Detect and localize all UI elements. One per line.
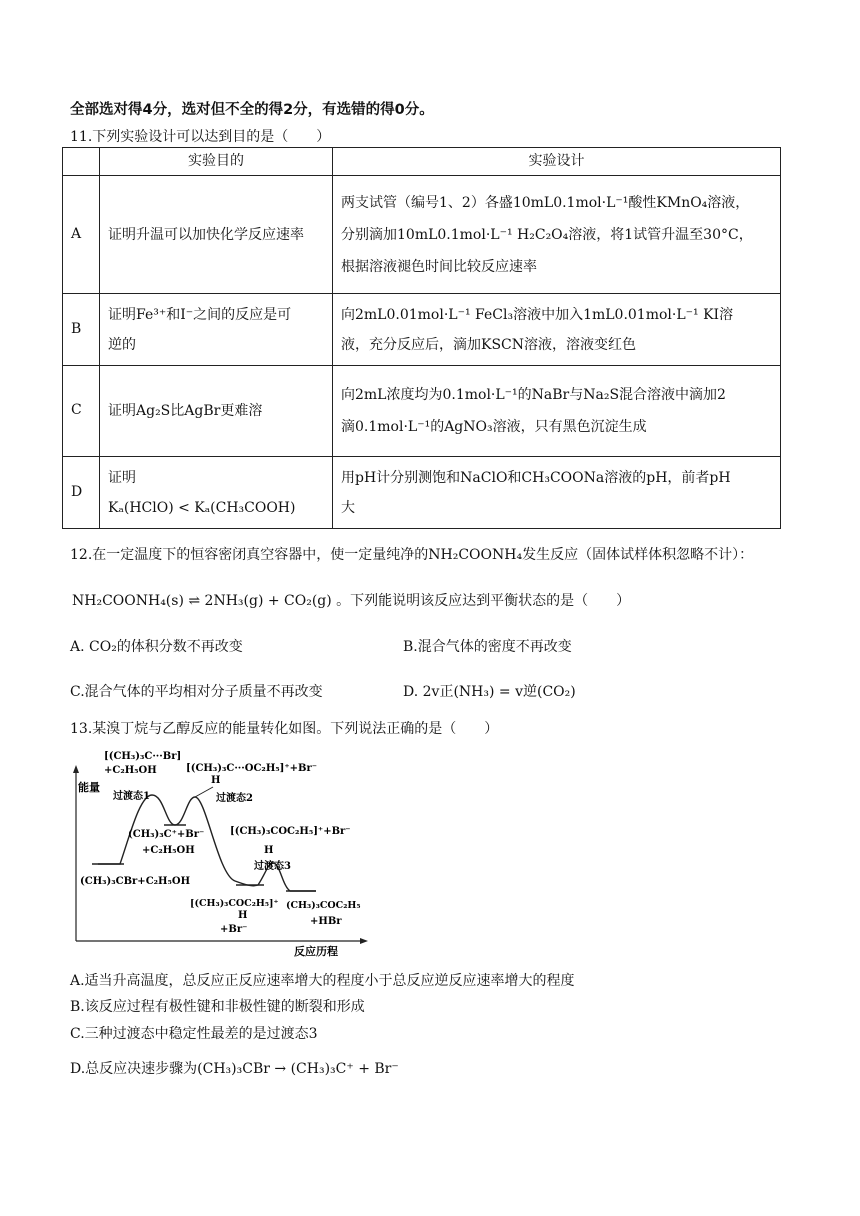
purpose-line: Kₐ(HClO) < Kₐ(CH₃COOH) [108, 499, 296, 516]
scoring-note: 全部选对得4分，选对但不全的得2分，有选错的得0分。 [70, 102, 434, 118]
design-line: 向2mL0.01mol·L⁻¹ FeCl₃溶液中加入1mL0.01mol·L⁻¹ KI溶 [341, 306, 734, 323]
ts1-name: 过渡态1 [113, 791, 150, 802]
intermediate2-br: +Br⁻ [220, 924, 248, 935]
q13-option-d: D.总反应决速步骤为(CH₃)₃CBr → (CH₃)₃C⁺ + Br⁻ [70, 1061, 399, 1077]
intermediate1-ion: (CH₃)₃C⁺+Br⁻ [128, 829, 205, 840]
purpose-line: 证明Ag₂S比AgBr更难溶 [108, 403, 263, 419]
table-row [63, 176, 781, 294]
design-line: 向2mL浓度均为0.1mol·L⁻¹的NaBr与Na₂S混合溶液中滴加2 [341, 387, 726, 403]
ts3-h: H [264, 845, 274, 856]
question-13-stem: 13.某溴丁烷与乙醇反应的能量转化如图。下列说法正确的是（ ） [70, 721, 499, 737]
row-purpose [100, 457, 333, 529]
question-12-stem-line1: 12.在一定温度下的恒容密闭真空容器中，使一定量纯净的NH₂COONH₄发生反应（固体试样体积忽略不计）： [70, 547, 754, 563]
q12-option-d: D. 2v正(NH₃) = v逆(CO₂) [403, 684, 576, 700]
question-11-stem: 11.下列实验设计可以达到目的是（ ） [70, 129, 331, 145]
x-axis-label: 反应历程 [294, 945, 338, 958]
design-line: 两支试管（编号1、2）各盛10mL0.1mol·L⁻¹酸性KMnO₄溶液， [341, 194, 750, 211]
question-12-equation: NH₂COONH₄(s) ⇌ 2NH₃(g) + CO₂(g) 。下列能说明该反应达到平衡状态的是（ ） [72, 593, 631, 609]
energy-diagram [68, 745, 368, 960]
ts3-species: [(CH₃)₃COC₂H₅]⁺+Br⁻ [230, 826, 351, 837]
q12-option-a: A. CO₂的体积分数不再改变 [70, 639, 243, 655]
reactants-label: (CH₃)₃CBr+C₂H₅OH [80, 876, 191, 887]
design-line: 大 [341, 499, 355, 516]
q12-option-b: B.混合气体的密度不再改变 [403, 639, 572, 655]
row-purpose [100, 176, 333, 294]
table-header-row [63, 148, 781, 176]
q12-option-c: C.混合气体的平均相对分子质量不再改变 [70, 684, 323, 700]
q13-option-c: C.三种过渡态中稳定性最差的是过渡态3 [70, 1026, 318, 1042]
q13-option-a: A.适当升高温度，总反应正反应速率增大的程度小于总反应逆反应速率增大的程度 [70, 973, 575, 989]
row-purpose [100, 366, 333, 457]
purpose-line: 证明 [108, 469, 136, 486]
ts2-species: [(CH₃)₃C···OC₂H₅]⁺+Br⁻ [186, 763, 318, 774]
q13-option-b: B.该反应过程有极性键和非极性键的断裂和形成 [70, 999, 365, 1015]
design-line: 用pH计分别测饱和NaClO和CH₃COONa溶液的pH，前者pH [341, 469, 731, 486]
row-design [333, 366, 781, 457]
row-design [333, 457, 781, 529]
y-axis-label: 能量 [78, 781, 100, 794]
row-label: B [63, 294, 100, 366]
products-label: (CH₃)₃COC₂H₅ [286, 900, 361, 911]
intermediate2-h: H [238, 910, 248, 921]
purpose-line: 逆的 [108, 336, 136, 353]
ts1-reagent: +C₂H₅OH [104, 765, 157, 776]
intermediate2-species: [(CH₃)₃COC₂H₅]⁺ [190, 898, 279, 909]
header-purpose: 实验目的 [100, 148, 333, 176]
products-hbr: +HBr [310, 916, 342, 927]
ts2-pointer [195, 787, 213, 797]
design-line: 液，充分反应后，滴加KSCN溶液，溶液变红色 [341, 336, 637, 353]
table-row [63, 366, 781, 457]
row-purpose [100, 294, 333, 366]
intermediate1-reagent: +C₂H₅OH [142, 845, 195, 856]
row-label: D [63, 457, 100, 529]
table-row [63, 294, 781, 366]
row-design [333, 294, 781, 366]
x-axis-arrow [360, 938, 368, 944]
experiment-table [62, 147, 781, 529]
row-label: C [63, 366, 100, 457]
design-line: 根据溶液褪色时间比较反应速率 [341, 258, 537, 275]
row-label: A [63, 176, 100, 294]
header-blank [63, 148, 100, 176]
ts3-name: 过渡态3 [254, 861, 291, 872]
table-row [63, 457, 781, 529]
ts1-species: [(CH₃)₃C···Br] [104, 751, 182, 762]
row-design [333, 176, 781, 294]
y-axis-arrow [73, 765, 79, 773]
header-design: 实验设计 [333, 148, 781, 176]
ts2-name: 过渡态2 [216, 793, 253, 804]
design-line: 滴0.1mol·L⁻¹的AgNO₃溶液，只有黑色沉淀生成 [341, 419, 647, 435]
purpose-line: 证明Fe³⁺和I⁻之间的反应是可 [108, 306, 292, 323]
purpose-line: 证明升温可以加快化学反应速率 [108, 226, 304, 243]
ts2-h: H [211, 775, 221, 786]
design-line: 分别滴加10mL0.1mol·L⁻¹ H₂C₂O₄溶液，将1试管升温至30°C， [341, 226, 753, 243]
